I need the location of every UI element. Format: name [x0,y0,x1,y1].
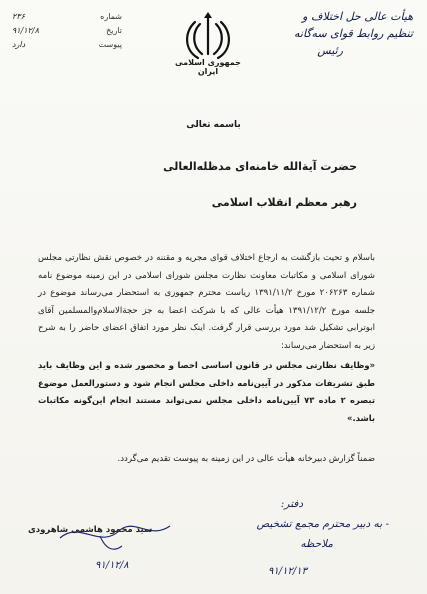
emblem-caption: جمهوری اسلامی ایران [175,58,241,76]
hand-bottom-line: دفتر: [280,498,303,510]
hand-top-line: رئیس [317,44,343,57]
body-paragraph: باسلام و تحیت بازگشت به ارجاع اختلاف قوای مجریه و مقننه در خصوص نقش نظارتی مجلس شورای اسلامی و مکاتبات معاونت نظارت مجلس شورای اسلامی در این زمینه موضوع نامه شماره ۲۰۶۲۶۳ مورخ ۱۳۹۱/۱۱/۲ ریاست محترم جمهوری به استحضار می‌رساند موضوع در جلسه مورخ ۱۳۹۱/۱۲/۲ هیأت عالی که با شرکت اعضا به جز حجةالاسلام‌والمسلمین آقای ابوترابی تشکیل شد مورد بررسی قرار گرفت. اینک نظر مورد اتفاق اعضای حاضر را به شرح زیر به استحضار می‌رساند: [38,253,376,351]
addressee-position: رهبر معظم انقلاب اسلامی [211,196,357,209]
date-value: ۹۱/۱۲/۸ [12,26,39,35]
attachment-value: دارد [12,40,26,49]
handwritten-referral-note [223,494,393,554]
hand-top-line: هیأت عالی حل اختلاف و [302,10,413,23]
quoted-opinion: «وظایف نظارتی مجلس در قانون اساسی احصا و محصور شده و این وظایف باید طبق تشریفات مذکور در آیین‌نامه داخلی مجلس انجام شود و دستورالعمل موضوع تبصره ۲ ماده ۷۳ آیین‌نامه داخلی مجلس نمی‌تواند مستند انجام این‌گونه مکاتبات باشد.» [38,360,375,423]
referral-date: ۹۱/۱۲/۱۳ [268,566,307,577]
hand-bottom-line: ملاحظه [300,538,333,550]
attachment-row [12,38,122,52]
number-label: شماره [100,12,122,21]
date-label: تاریخ [106,26,122,35]
signature-date: ۹۱/۱۲/۸ [95,560,129,571]
number-value: ۲۳۶ [12,12,25,21]
hand-bottom-line: - به دبیر محترم مجمع تشخیص [256,518,389,530]
closing-line: ضمناً گزارش دبیرخانه هیأت عالی در این زمینه به پیوست تقدیم می‌گردد. [117,454,375,464]
addressee-title: حضرت آیةالله خامنه‌ای مدظله‌العالی [163,160,357,173]
letter-body [38,250,375,427]
attachment-label: پیوست [98,40,122,49]
number-row [12,10,122,24]
date-row [12,24,122,38]
signatory-name: سید محمود هاشمی شاهرودی [28,525,153,535]
handwritten-header-note [273,8,413,59]
basmala: باسمه تعالی [186,120,241,130]
letter-meta [12,10,122,52]
hand-top-line: تنظیم روابط قوای سه‌گانه [294,27,413,40]
